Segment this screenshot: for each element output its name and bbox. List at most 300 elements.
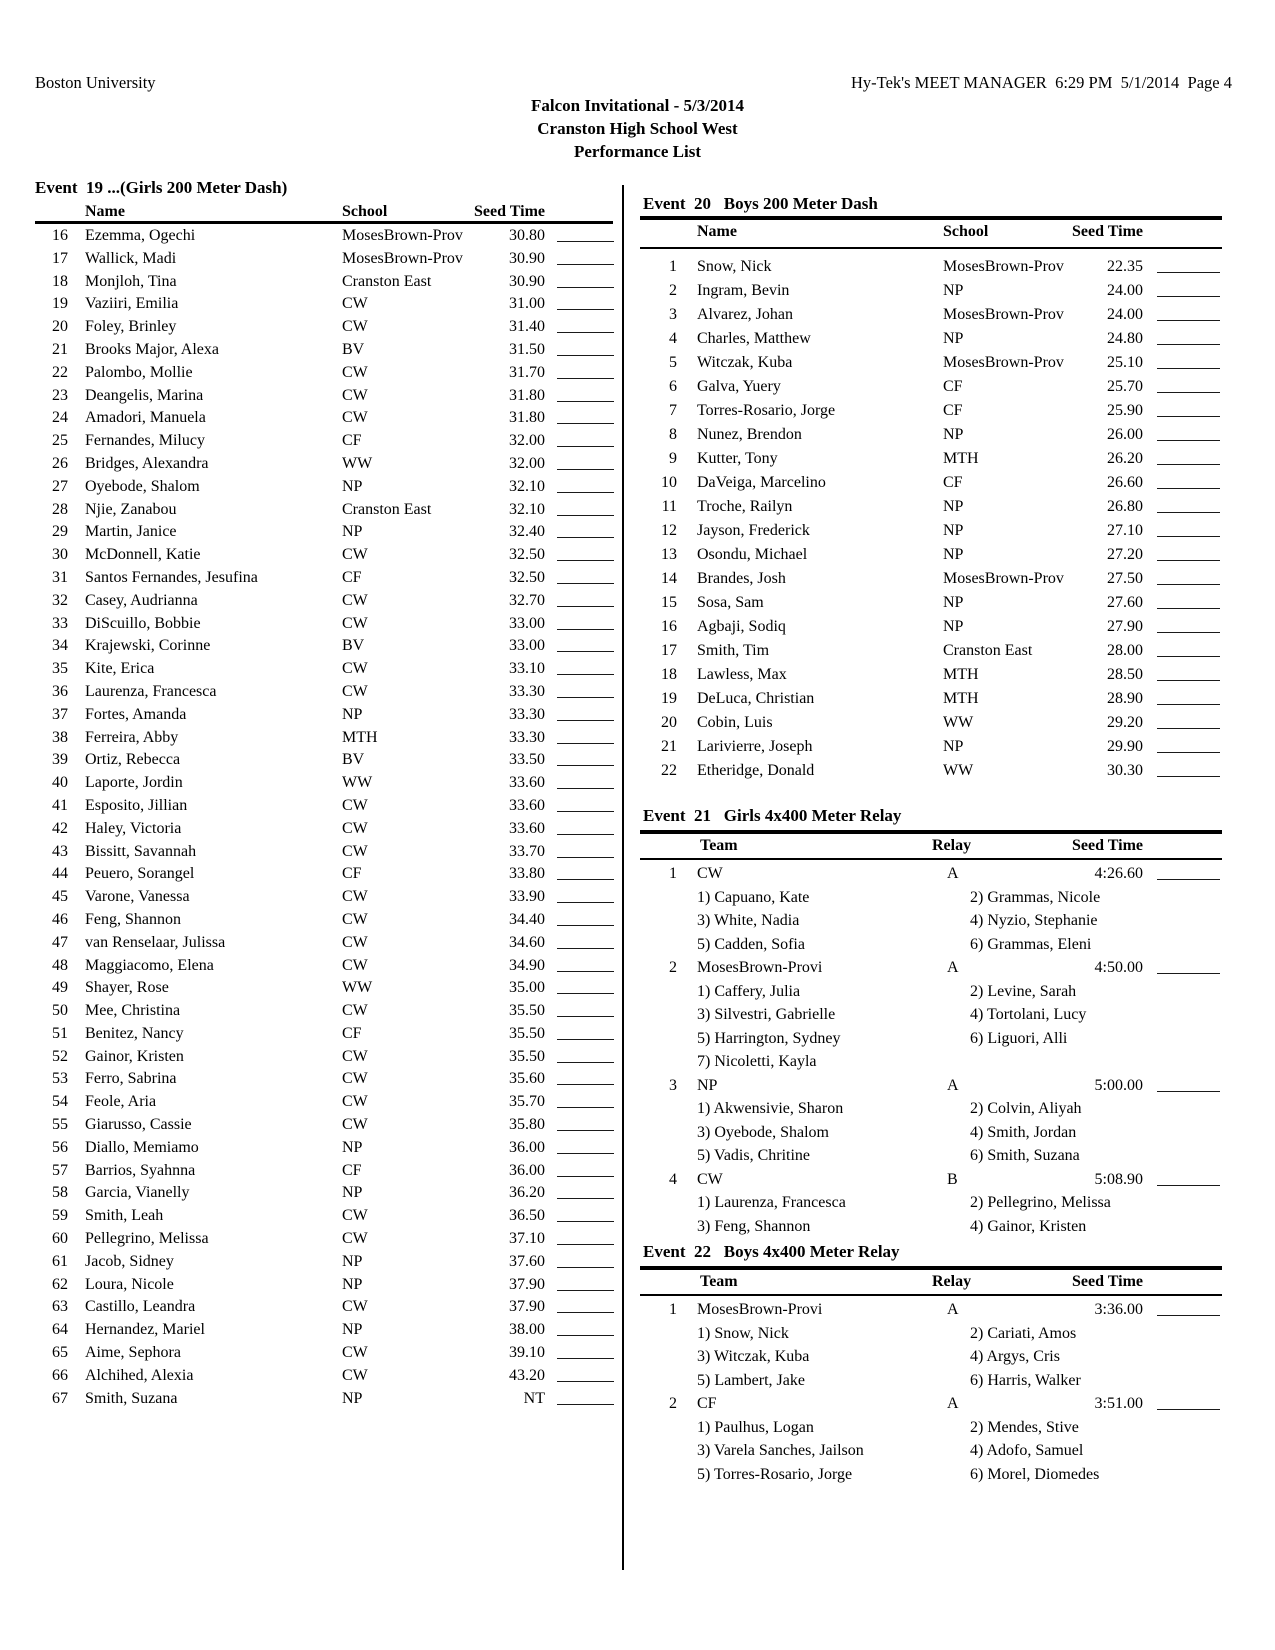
school-name: CW (342, 1344, 368, 1362)
school-name: CF (943, 402, 963, 419)
venue-title: Cranston High School West (537, 119, 738, 138)
school-name: MTH (943, 450, 979, 467)
entry-row (35, 1024, 615, 1047)
runners-row (640, 911, 1222, 935)
entry-place: 66 (52, 1366, 68, 1384)
entry-place: 24 (52, 409, 68, 427)
entry-place: 21 (52, 340, 68, 358)
relay-runner: 7) Nicoletti, Kayla (697, 1053, 817, 1070)
athlete-name: Amadori, Manuela (85, 409, 206, 427)
entry-row (35, 659, 615, 682)
athlete-name: Laurenza, Francesca (85, 682, 217, 700)
relay-runner: 5) Harrington, Sydney (697, 1029, 841, 1047)
athlete-name: Witczak, Kuba (697, 354, 793, 371)
athlete-name: Martin, Janice (85, 523, 177, 541)
entry-row (35, 682, 615, 705)
athlete-name: McDonnell, Katie (85, 546, 201, 564)
seed-time: 31.00 (509, 295, 545, 313)
runners-row (640, 1052, 1222, 1076)
entry-row (35, 1297, 615, 1320)
result-blank-line (557, 454, 614, 470)
runners-row (640, 1029, 1222, 1053)
relay-place: 3 (669, 1076, 677, 1094)
entry-place: 19 (661, 690, 677, 707)
entry-row (35, 1138, 615, 1161)
seed-time: 34.60 (509, 933, 545, 951)
entry-row (640, 521, 1222, 545)
seed-time: 32.10 (509, 500, 545, 518)
entry-place: 6 (669, 378, 677, 395)
column-divider (622, 185, 624, 1570)
athlete-name: Galva, Yuery (697, 378, 781, 395)
entry-row (640, 449, 1222, 473)
seed-time: 26.80 (1107, 498, 1143, 515)
seed-time: 29.90 (1107, 738, 1143, 755)
entry-row (35, 1047, 615, 1070)
school-name: CW (342, 409, 368, 427)
runners-row (640, 1347, 1222, 1371)
athlete-name: Fernandes, Milucy (85, 432, 205, 450)
relay-team-row (640, 1300, 1222, 1324)
athlete-name: Oyebode, Shalom (85, 477, 200, 495)
entry-place: 33 (52, 614, 68, 632)
athlete-name: Loura, Nicole (85, 1275, 174, 1293)
school-name: WW (342, 454, 373, 472)
school-name: NP (943, 330, 964, 347)
entry-row (35, 887, 615, 910)
athlete-name: Etheridge, Donald (697, 762, 815, 779)
event21-column-headers (640, 836, 1222, 855)
result-blank-line (557, 1001, 614, 1017)
seed-time: 32.10 (509, 477, 545, 495)
entry-row (640, 281, 1222, 305)
athlete-name: Castillo, Leandra (85, 1298, 196, 1316)
runners-row (640, 1005, 1222, 1029)
school-name: CW (342, 842, 368, 860)
seed-time: 35.50 (509, 1047, 545, 1065)
school-name: CW (342, 1047, 368, 1065)
seed-time: 29.20 (1107, 714, 1143, 731)
result-blank-line (557, 864, 614, 880)
relay-team-row (640, 1394, 1222, 1418)
entry-row (35, 773, 615, 796)
relay-runner: 6) Smith, Suzana (970, 1147, 1080, 1164)
relay-seed-time: 5:08.90 (1094, 1170, 1143, 1188)
entry-place: 28 (52, 500, 68, 518)
entry-row (35, 978, 615, 1001)
athlete-name: Maggiacomo, Elena (85, 956, 214, 974)
relay-runner: 3) White, Nadia (697, 912, 800, 929)
entry-place: 10 (661, 474, 677, 491)
school-name: MosesBrown-Prov (342, 227, 463, 244)
seed-time: 32.50 (509, 546, 545, 564)
column-header-school: School (943, 223, 989, 240)
athlete-name: Mee, Christina (85, 1002, 181, 1020)
entry-place: 17 (661, 642, 677, 659)
result-blank-line (557, 294, 614, 310)
school-name: NP (943, 282, 964, 299)
entry-row (35, 728, 615, 751)
athlete-name: Alchihed, Alexia (85, 1366, 194, 1384)
column-header-seed-time: Seed Time (1072, 1273, 1143, 1290)
entry-row (35, 1115, 615, 1138)
header-rule (640, 1294, 1222, 1296)
entry-place: 16 (661, 618, 677, 635)
seed-time: 24.80 (1107, 330, 1143, 347)
entry-place: 60 (52, 1230, 68, 1248)
school-name: CW (342, 1070, 368, 1088)
athlete-name: Gainor, Kristen (85, 1047, 184, 1065)
relay-place: 1 (669, 865, 677, 882)
entry-place: 54 (52, 1093, 68, 1111)
athlete-name: Diallo, Memiamo (85, 1138, 199, 1156)
athlete-name: Jacob, Sidney (85, 1252, 174, 1270)
athlete-name: Esposito, Jillian (85, 796, 188, 814)
seed-time: 36.50 (509, 1207, 545, 1225)
result-blank-line (1157, 689, 1220, 705)
entry-place: 18 (52, 272, 68, 290)
result-blank-line (1157, 665, 1220, 681)
result-blank-line (557, 272, 614, 288)
result-blank-line (557, 1069, 614, 1085)
entry-row (35, 864, 615, 887)
athlete-name: Feng, Shannon (85, 910, 181, 928)
athlete-name: Aime, Sephora (85, 1344, 181, 1362)
seed-time: 32.00 (509, 454, 545, 472)
school-name: CW (342, 1207, 368, 1225)
result-blank-line (557, 1047, 614, 1063)
entry-place: 36 (52, 682, 68, 700)
school-name: NP (342, 1275, 363, 1293)
entry-place: 64 (52, 1321, 68, 1339)
seed-time: 33.70 (509, 842, 545, 860)
entry-row (640, 401, 1222, 425)
athlete-name: Giarusso, Cassie (85, 1116, 192, 1134)
entry-row (35, 545, 615, 568)
result-blank-line (1157, 449, 1220, 465)
school-name: NP (943, 498, 964, 515)
column-header-team: Team (700, 837, 738, 854)
seed-time: 37.90 (509, 1275, 545, 1293)
seed-time: 34.40 (509, 910, 545, 928)
seed-time: 34.90 (509, 956, 545, 974)
result-blank-line (557, 636, 614, 652)
column-header-seed-time: Seed Time (1072, 837, 1143, 854)
event21-title: Event 21 Girls 4x400 Meter Relay (643, 806, 902, 825)
entry-row (640, 761, 1222, 785)
school-name: CF (342, 1161, 362, 1179)
relay-runner: 1) Snow, Nick (697, 1324, 789, 1342)
relay-letter: A (947, 1395, 959, 1412)
school-name: CW (342, 1116, 368, 1134)
seed-time: 37.10 (509, 1230, 545, 1248)
entry-row (35, 1206, 615, 1229)
school-name: CW (342, 910, 368, 928)
seed-time: 36.20 (509, 1184, 545, 1202)
result-blank-line (557, 317, 614, 333)
entry-place: 39 (52, 751, 68, 769)
column-header-seed-time: Seed Time (1072, 223, 1143, 240)
seed-time: 37.90 (509, 1298, 545, 1316)
relay-team-row (640, 864, 1222, 888)
entry-place: 22 (52, 363, 68, 381)
seed-time: 33.30 (509, 682, 545, 700)
event22-title: Event 22 Boys 4x400 Meter Relay (643, 1242, 900, 1261)
result-blank-line (1157, 329, 1220, 345)
result-blank-line (1157, 737, 1220, 753)
entry-place: 35 (52, 660, 68, 678)
relay-runner: 1) Akwensivie, Sharon (697, 1100, 844, 1117)
seed-time: 25.70 (1107, 378, 1143, 395)
school-name: CW (342, 1093, 368, 1111)
entry-place: 61 (52, 1252, 68, 1270)
result-blank-line (557, 545, 614, 561)
entry-row (640, 497, 1222, 521)
entry-row (35, 1161, 615, 1184)
seed-time: 32.00 (509, 432, 545, 450)
relay-seed-time: 4:26.60 (1094, 865, 1143, 882)
result-blank-line (1157, 1394, 1220, 1410)
school-name: CF (342, 1024, 362, 1042)
school-name: NP (342, 1252, 363, 1270)
result-blank-line (557, 522, 614, 538)
entry-row (640, 473, 1222, 497)
seed-time: 30.80 (509, 227, 545, 244)
entry-place: 3 (669, 306, 677, 323)
relay-runner: 3) Varela Sanches, Jailson (697, 1442, 864, 1459)
athlete-name: DiScuillo, Bobbie (85, 614, 201, 632)
entry-row (35, 317, 615, 340)
seed-time: 30.90 (509, 249, 545, 267)
relay-runner: 4) Adofo, Samuel (970, 1442, 1084, 1459)
relay-runner: 6) Grammas, Eleni (970, 935, 1092, 953)
result-blank-line (1157, 1170, 1220, 1186)
entry-row (640, 545, 1222, 569)
result-blank-line (557, 842, 614, 858)
relay-runner: 1) Caffery, Julia (697, 982, 801, 1000)
entry-row (35, 1320, 615, 1343)
school-name: CW (342, 386, 368, 404)
entry-row (35, 1252, 615, 1275)
result-blank-line (1157, 958, 1220, 974)
athlete-name: Monjloh, Tina (85, 272, 177, 290)
relay-team-row (640, 1076, 1222, 1100)
relay-place: 2 (669, 959, 677, 976)
school-name: CW (342, 318, 368, 336)
athlete-name: Alvarez, Johan (697, 306, 793, 323)
relay-runner: 3) Feng, Shannon (697, 1217, 811, 1235)
athlete-name: Kite, Erica (85, 660, 155, 678)
entry-place: 48 (52, 956, 68, 974)
school-name: CF (342, 432, 362, 450)
entry-row (640, 617, 1222, 641)
school-name: NP (342, 1138, 363, 1156)
school-name: BV (342, 637, 365, 655)
entry-row (35, 636, 615, 659)
entry-row (35, 705, 615, 728)
entry-row (640, 593, 1222, 617)
seed-time: 27.50 (1107, 570, 1143, 587)
athlete-name: Foley, Brinley (85, 318, 177, 336)
result-blank-line (1157, 281, 1220, 297)
result-blank-line (557, 1206, 614, 1222)
entry-row (640, 377, 1222, 401)
athlete-name: DaVeiga, Marcelino (697, 474, 826, 491)
seed-time: 28.50 (1107, 666, 1143, 683)
seed-time: 33.00 (509, 614, 545, 632)
entry-place: 11 (661, 498, 677, 515)
seed-time: 30.30 (1107, 762, 1143, 779)
school-name: MTH (943, 690, 979, 707)
result-blank-line (1157, 864, 1220, 880)
entry-place: 53 (52, 1070, 68, 1088)
athlete-name: Peuero, Sorangel (85, 865, 195, 883)
entry-row (35, 956, 615, 979)
relay-runner: 2) Levine, Sarah (970, 982, 1077, 1000)
entry-place: 5 (669, 354, 677, 371)
seed-time: 33.30 (509, 705, 545, 723)
school-name: MosesBrown-Prov (943, 570, 1064, 587)
seed-time: 31.80 (509, 386, 545, 404)
school-name: NP (342, 523, 363, 541)
entry-place: 42 (52, 819, 68, 837)
school-name: BV (342, 751, 365, 769)
entry-place: 22 (661, 762, 677, 779)
column-header-school: School (342, 203, 388, 220)
relay-runner: 2) Mendes, Stive (970, 1418, 1079, 1436)
seed-time: 33.50 (509, 751, 545, 769)
seed-time: 31.40 (509, 318, 545, 336)
column-header-name: Name (697, 223, 737, 240)
entry-row (35, 910, 615, 933)
entry-row (640, 641, 1222, 665)
entry-place: 17 (52, 249, 68, 267)
entry-place: 20 (52, 318, 68, 336)
runners-row (640, 982, 1222, 1006)
seed-time: 27.20 (1107, 546, 1143, 563)
result-blank-line (1157, 473, 1220, 489)
relay-letter: A (947, 1301, 959, 1318)
school-name: CF (943, 474, 963, 491)
column-header-seed-time: Seed Time (474, 203, 545, 220)
school-name: NP (943, 546, 964, 563)
seed-time: 43.20 (509, 1366, 545, 1384)
result-blank-line (557, 1115, 614, 1131)
athlete-name: Sosa, Sam (697, 594, 764, 611)
entry-place: 4 (669, 330, 677, 347)
athlete-name: Smith, Tim (697, 642, 770, 659)
athlete-name: Feole, Aria (85, 1093, 157, 1111)
athlete-name: Hernandez, Mariel (85, 1321, 205, 1339)
school-name: NP (342, 705, 363, 723)
seed-time: 32.40 (509, 523, 545, 541)
header-rule (35, 221, 613, 224)
entry-place: 49 (52, 979, 68, 997)
school-name: CW (342, 1366, 368, 1384)
school-name: Cranston East (342, 272, 432, 290)
runners-row (640, 1418, 1222, 1442)
athlete-name: Larivierre, Joseph (697, 738, 813, 755)
school-name: CW (342, 796, 368, 814)
school-name: WW (943, 714, 974, 731)
result-blank-line (557, 1024, 614, 1040)
result-blank-line (557, 1092, 614, 1108)
column-header-relay: Relay (932, 837, 972, 854)
relay-letter: B (947, 1170, 958, 1188)
result-blank-line (557, 226, 614, 242)
entry-row (640, 305, 1222, 329)
entry-row (35, 500, 615, 523)
seed-time: 32.70 (509, 591, 545, 609)
school-name: WW (342, 979, 373, 997)
relay-team-name: CW (697, 865, 723, 882)
list-title: Performance List (574, 142, 701, 161)
school-name: NP (943, 738, 964, 755)
athlete-name: Wallick, Madi (85, 249, 177, 267)
athlete-name: Snow, Nick (697, 258, 772, 275)
relay-runner: 2) Colvin, Aliyah (970, 1100, 1082, 1117)
athlete-name: Nunez, Brendon (697, 426, 802, 443)
result-blank-line (557, 819, 614, 835)
entry-place: 57 (52, 1161, 68, 1179)
result-blank-line (557, 1320, 614, 1336)
runners-row (640, 1324, 1222, 1348)
entry-row (640, 257, 1222, 281)
entry-place: 37 (52, 705, 68, 723)
relay-runner: 2) Grammas, Nicole (970, 888, 1101, 906)
result-blank-line (557, 431, 614, 447)
entry-row (35, 591, 615, 614)
result-blank-line (557, 568, 614, 584)
school-name: CW (342, 546, 368, 564)
entry-place: 43 (52, 842, 68, 860)
entry-row (640, 737, 1222, 761)
seed-time: 35.00 (509, 979, 545, 997)
relay-seed-time: 4:50.00 (1094, 959, 1143, 976)
school-name: CW (342, 660, 368, 678)
athlete-name: Agbaji, Sodiq (697, 618, 786, 635)
school-name: CW (342, 888, 368, 906)
relay-seed-time: 3:36.00 (1094, 1301, 1143, 1318)
result-blank-line (1157, 617, 1220, 633)
event20-column-headers (640, 222, 1222, 241)
entry-place: 40 (52, 774, 68, 792)
result-blank-line (1157, 401, 1220, 417)
entry-row (35, 477, 615, 500)
entry-row (35, 272, 615, 295)
relay-runner: 5) Torres-Rosario, Jorge (697, 1465, 853, 1483)
result-blank-line (1157, 569, 1220, 585)
result-blank-line (557, 659, 614, 675)
relay-runner: 6) Harris, Walker (970, 1371, 1081, 1389)
entry-place: 30 (52, 546, 68, 564)
school-name: MTH (943, 666, 979, 683)
entry-row (35, 340, 615, 363)
entry-row (35, 796, 615, 819)
relay-team-name: NP (697, 1076, 718, 1094)
entry-place: 59 (52, 1207, 68, 1225)
result-blank-line (557, 591, 614, 607)
entry-place: 21 (661, 738, 677, 755)
result-blank-line (1157, 641, 1220, 657)
relay-runner: 4) Tortolani, Lucy (970, 1006, 1087, 1023)
entry-place: 41 (52, 796, 68, 814)
entry-place: 2 (669, 282, 677, 299)
entry-place: 46 (52, 910, 68, 928)
school-name: WW (943, 762, 974, 779)
result-blank-line (1157, 1076, 1220, 1092)
school-name: CW (342, 682, 368, 700)
